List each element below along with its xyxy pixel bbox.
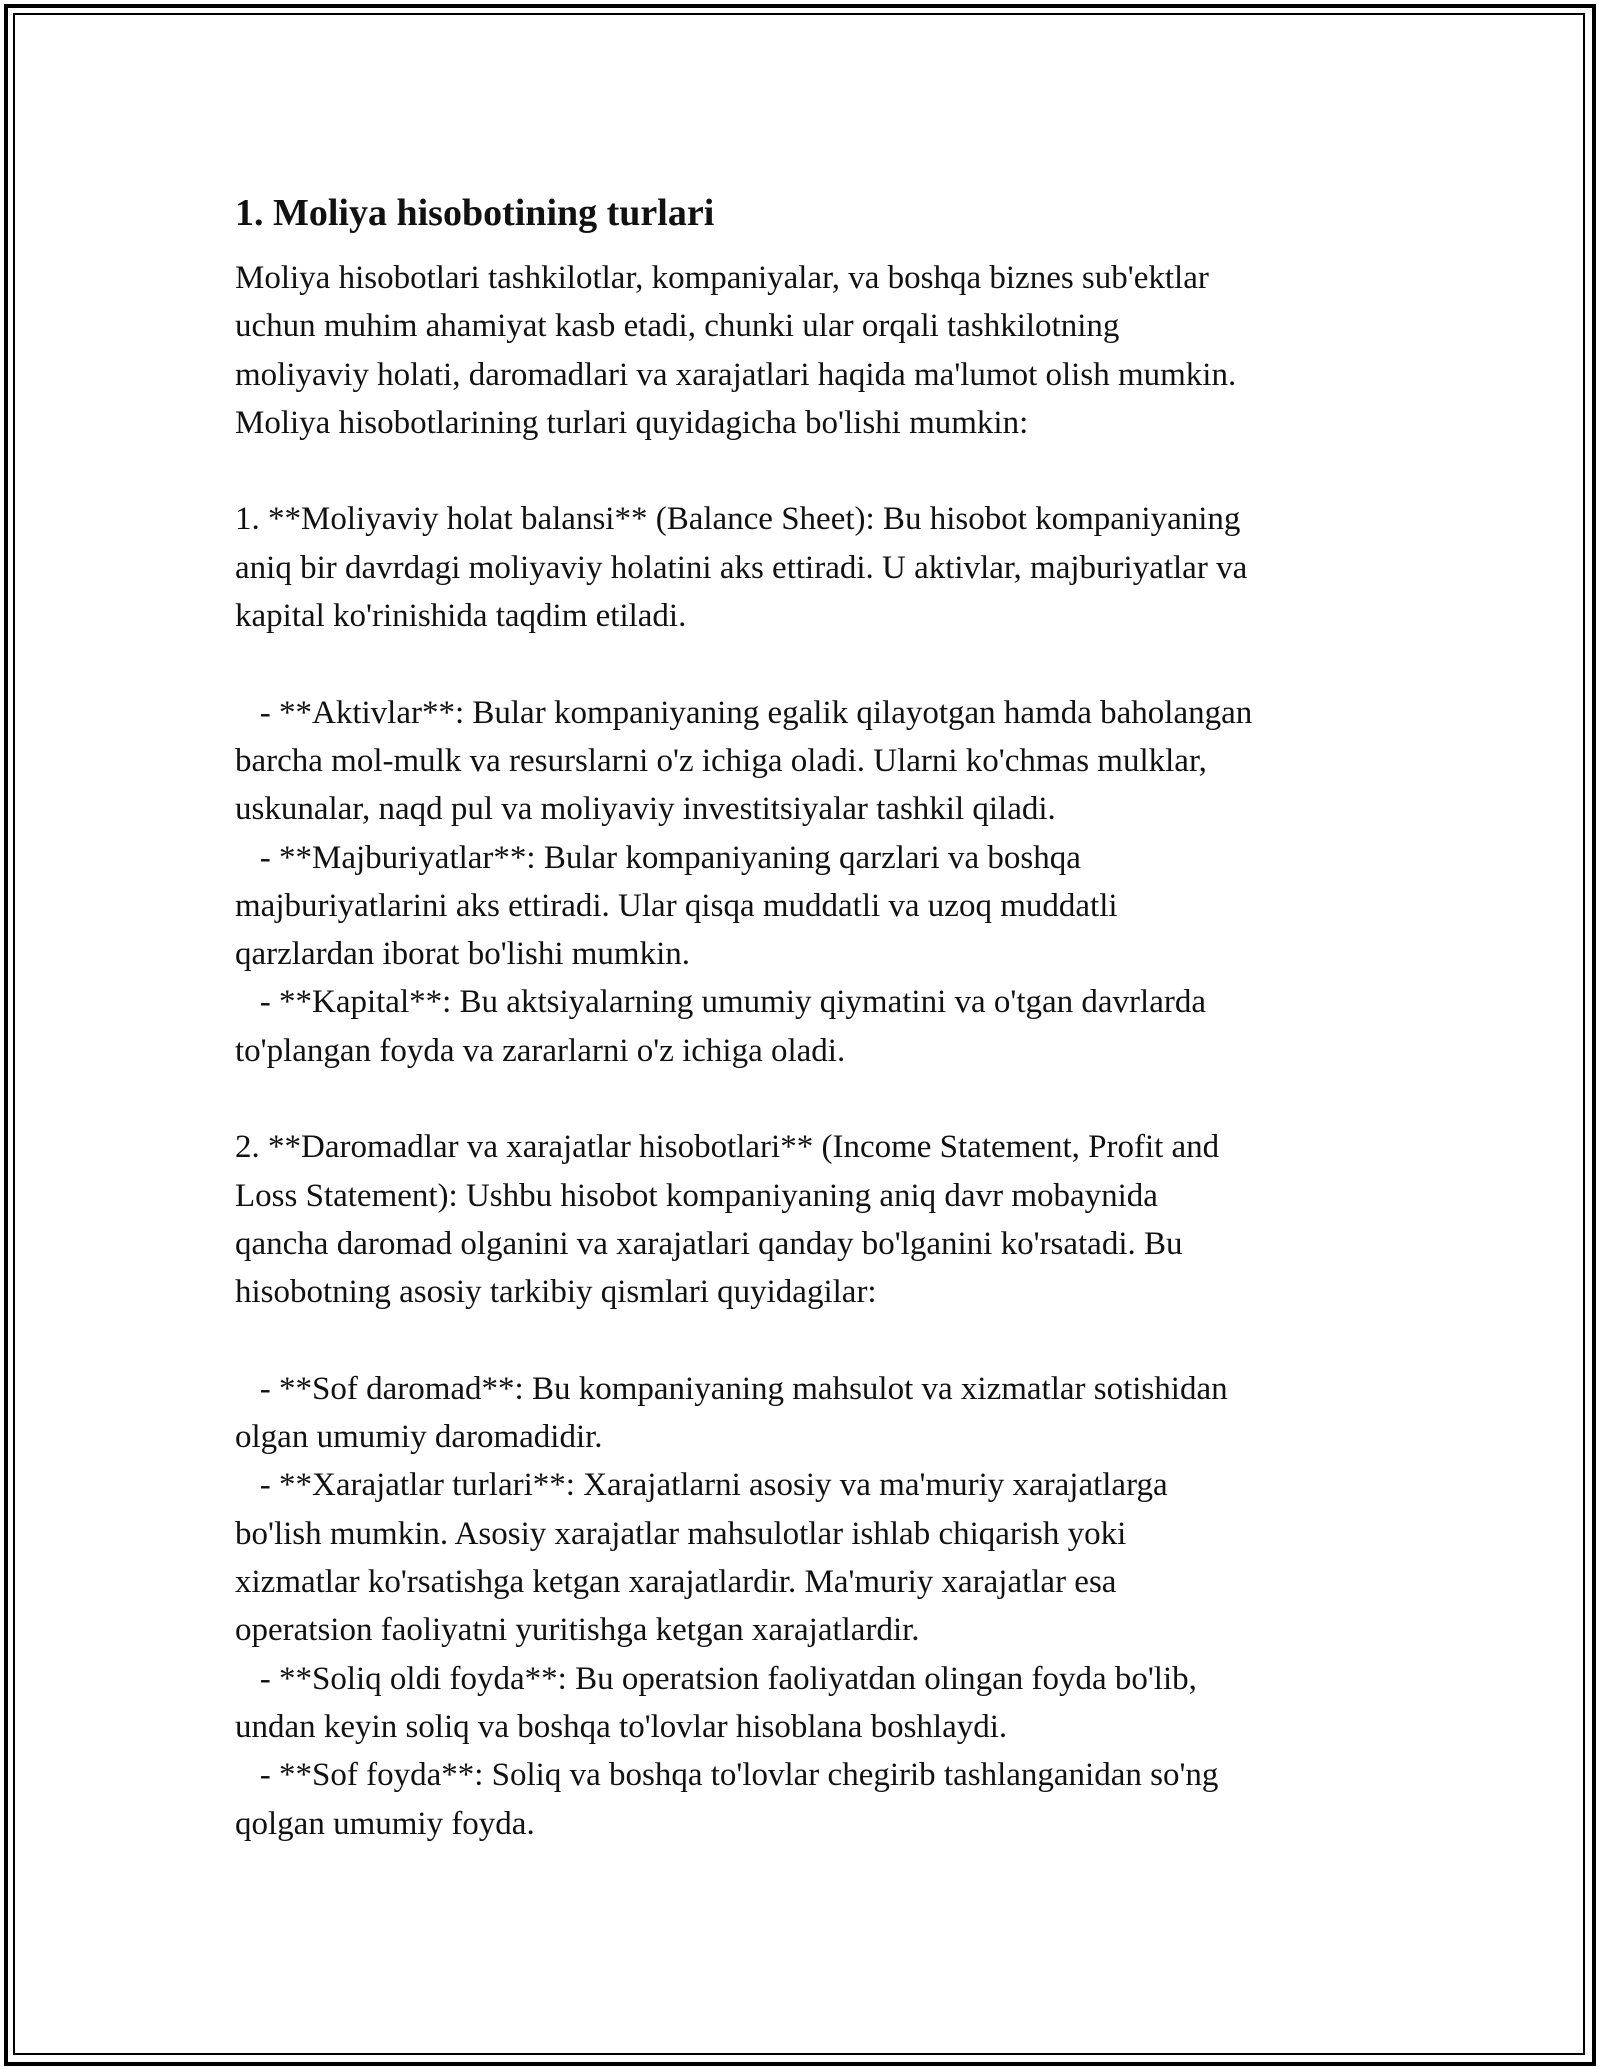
section-body-text: Moliya hisobotlari tashkilotlar, kompaniyalar, va boshqa biznes sub'ektlar uchun muhim ahamiyat kasb etadi, chunki ular orqali tashkilotning moliyaviy holati, daromadlari va xarajatlari haqida ma'lumot olish mumkin. Moliya hisobotlarining turlari quyidagicha bo'lishi mumkin: 1. **Moliyaviy holat balansi** (Balance Sheet): Bu hisobot kompaniyaning aniq bir davrdagi moliyaviy holatini aks ettiradi. U aktivlar, majburiyatlar va kapital ko'rinishida taqdim etiladi. - **Aktivlar**: Bular kompaniyaning egalik qilayotgan hamda baholangan barcha mol-mulk va resurslarni o'z ichiga oladi. Ularni ko'chmas mulklar, uskunalar, naqd pul va moliyaviy investitsiyalar tashkil qiladi. - **Majburiyatlar**: Bular kompaniyaning qarzlari va boshqa majburiyatlarini aks ettiradi. Ular qisqa muddatli va uzoq muddatli qarzlardan iborat bo'lishi mumkin. - **Kapital**: Bu aktsiyalarning umumiy qiymatini va o'tgan davrlarda to'plangan foyda va zararlarni o'z ichiga oladi. 2. **Daromadlar va xarajatlar hisobotlari** (Income Statement, Profit and Loss Statement): Ushbu hisobot kompaniyaning aniq davr mobaynida qancha daromad olganini va xarajatlari qanday bo'lganini ko'rsatadi. Bu hisobotning asosiy tarkibiy qismlari quyidagilar: - **Sof daromad**: Bu kompaniyaning mahsulot va xizmatlar sotishidan olgan umumiy daromadidir. - **Xarajatlar turlari**: Xarajatlarni asosiy va ma'muriy xarajatlarga bo'lish mumkin. Asosiy xarajatlar mahsulotlar ishlab chiqarish yoki xizmatlar ko'rsatishga ketgan xarajatlardir. Ma'muriy xarajatlar esa operatsion faoliyatni yuritishga ketgan xarajatlardir. - **Soliq oldi foyda**: Bu operatsion faoliyatdan olingan foyda bo'lib, undan keyin soliq va boshqa to'lovlar hisoblana boshlaydi. - **Sof foyda**: Soliq va boshqa to'lovlar chegirib tashlanganidan so'ng qolgan umumiy foyda. bbox=[235, 260, 1253, 1842]
section-heading: 1. Moliya hisobotining turlari bbox=[235, 192, 715, 234]
document-page bbox=[235, 186, 1375, 1848]
